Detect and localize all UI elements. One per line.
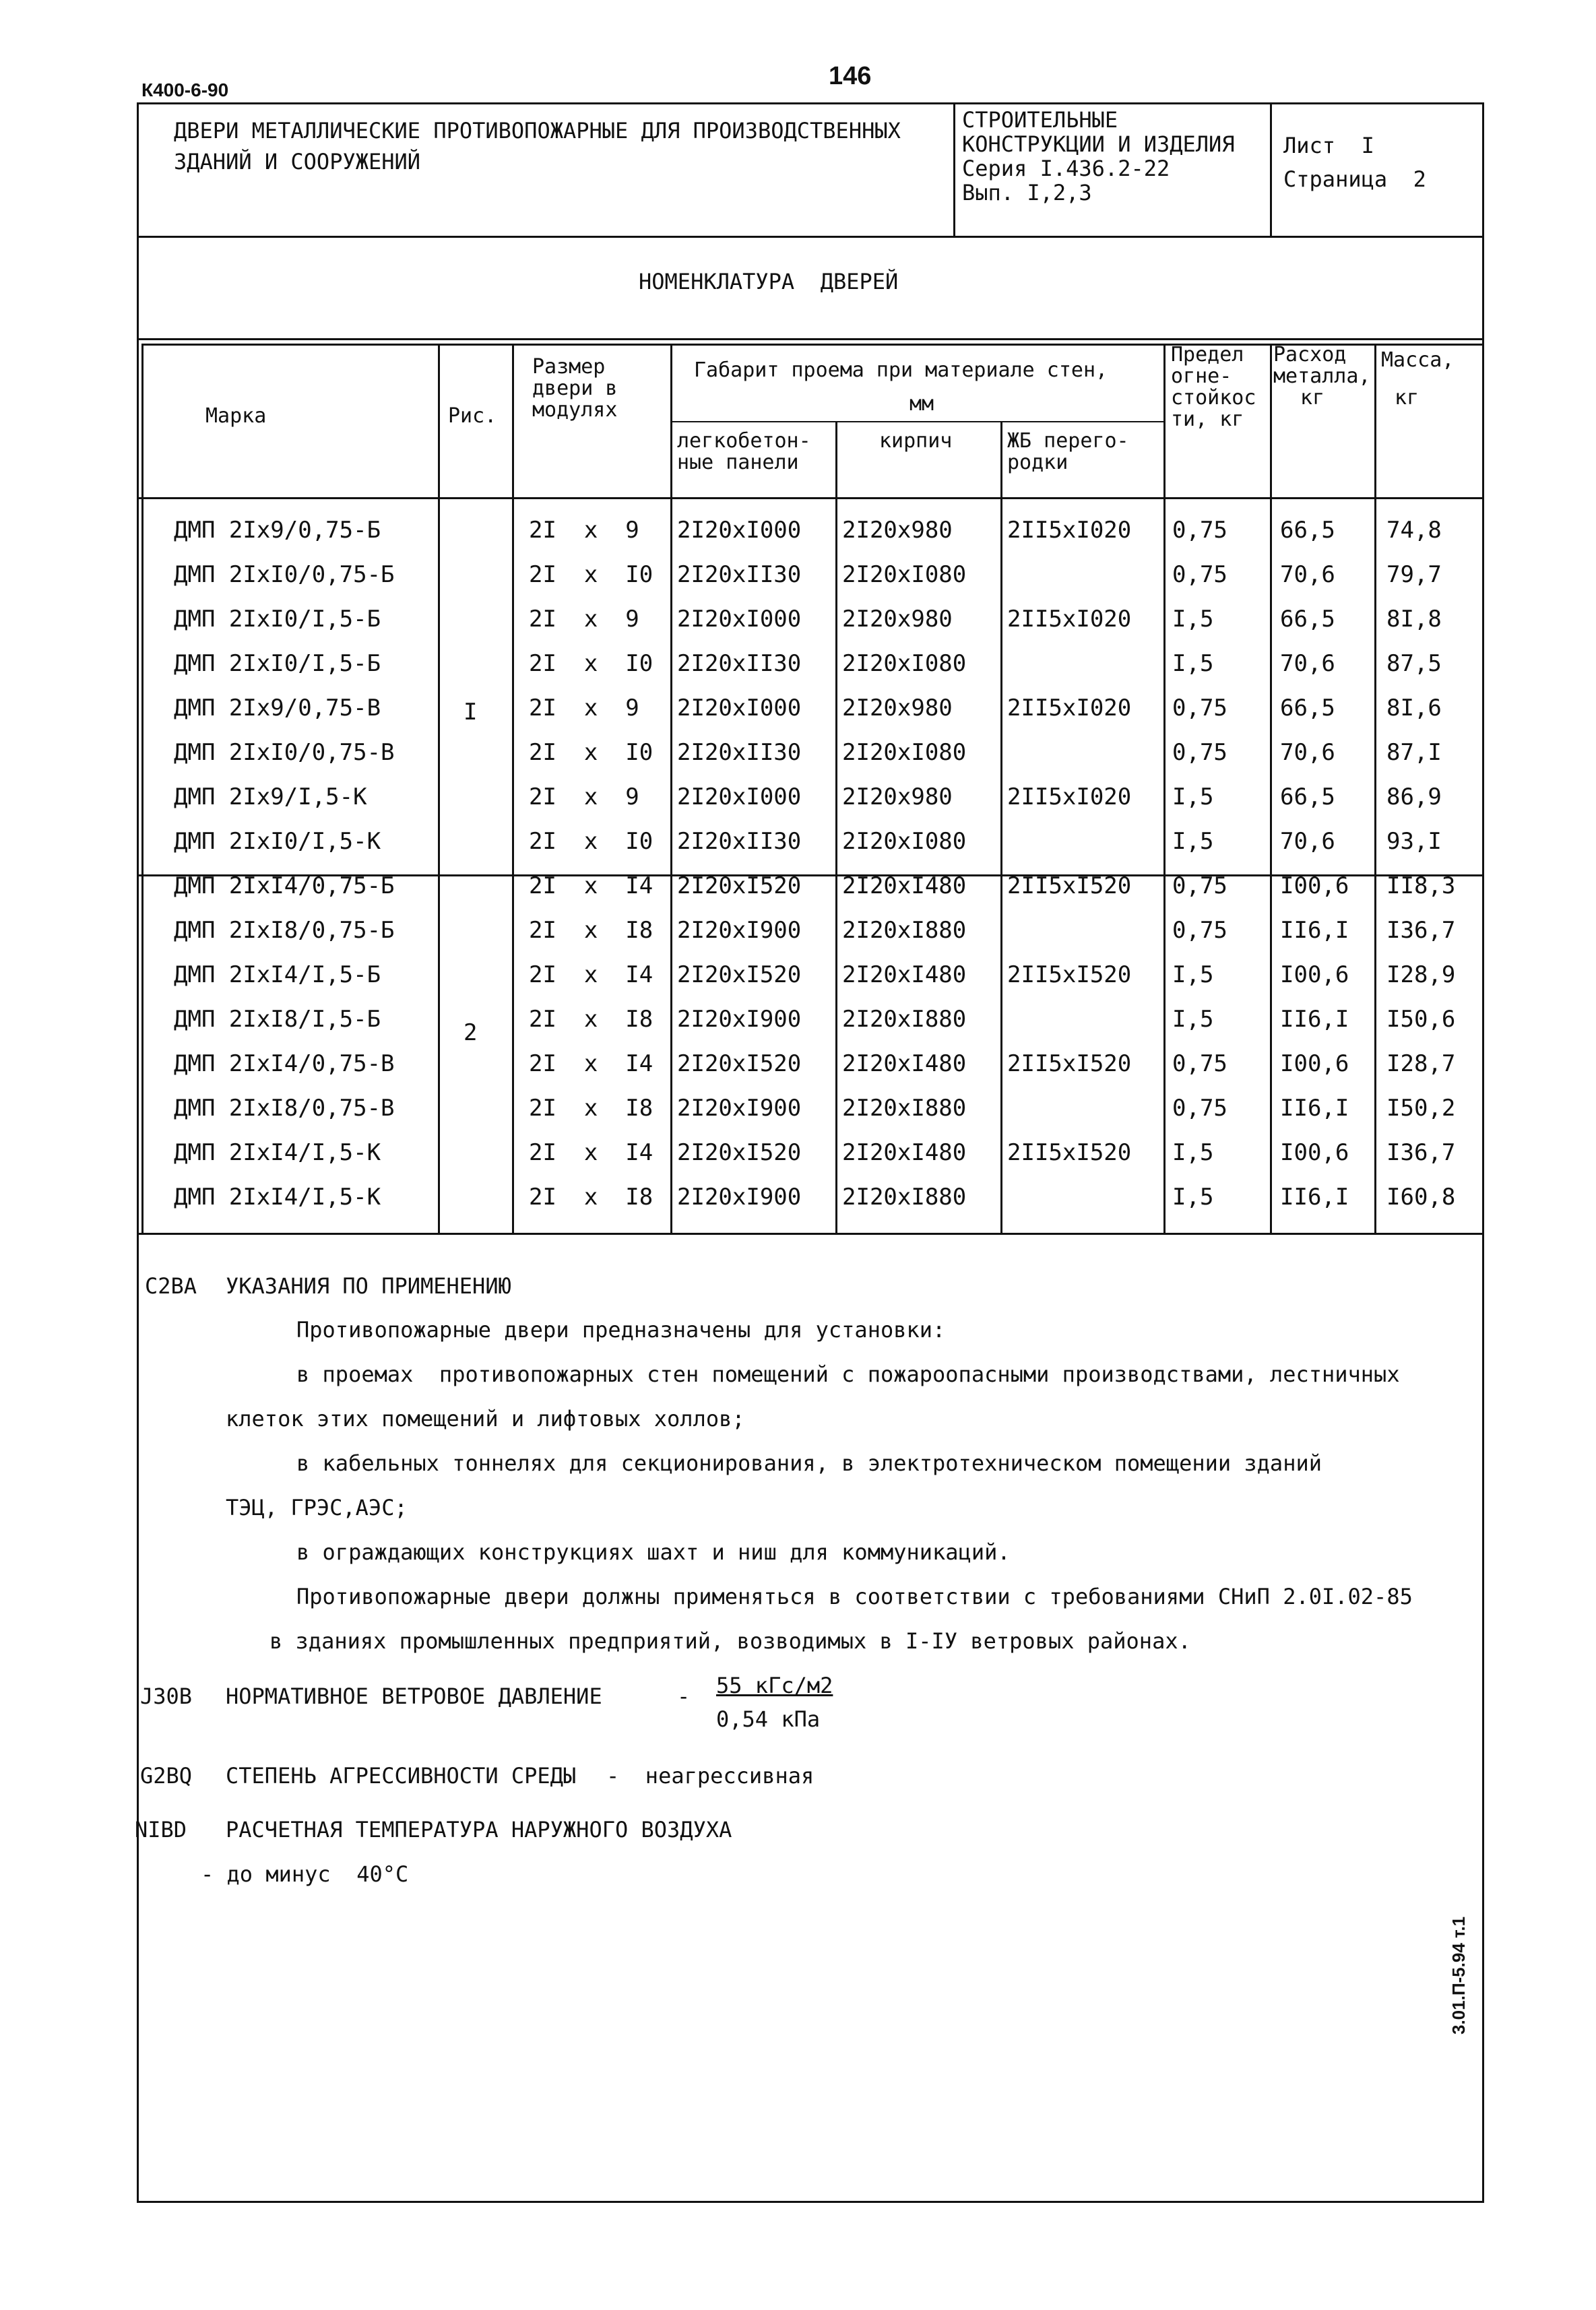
cell-brick: 2I20хI880 <box>842 917 967 944</box>
cell-limit: 0,75 <box>1172 872 1227 899</box>
cell-mass: 93,I <box>1386 828 1442 855</box>
header-size-l1: Размер <box>532 355 606 379</box>
cell-mass: I36,7 <box>1386 1139 1456 1166</box>
cell-size: 2I x 9 <box>529 517 639 544</box>
cell-size: 2I x I0 <box>529 828 653 855</box>
cell-metal: I00,6 <box>1280 961 1349 988</box>
cell-limit: I,5 <box>1172 606 1214 633</box>
wind-pressure-kpa: 0,54 кПа <box>716 1706 821 1732</box>
cell-panel: 2I20хI520 <box>677 961 802 988</box>
header-rc-l1: ЖБ перего- <box>1007 429 1129 453</box>
cell-metal: 66,5 <box>1280 517 1335 544</box>
cell-mass: I28,9 <box>1386 961 1456 988</box>
cell-metal: I00,6 <box>1280 1139 1349 1166</box>
note-value-3: - неагрессивная <box>606 1763 815 1789</box>
header-gabarit-l2: мм <box>909 392 934 416</box>
cell-metal: II6,I <box>1280 1006 1349 1033</box>
header-limit-l3: стойкос <box>1171 386 1256 410</box>
note-p1: Противопожарные двери предназначены для установки: <box>296 1317 946 1343</box>
doc-title-line1: ДВЕРИ МЕТАЛЛИЧЕСКИЕ ПРОТИВОПОЖАРНЫЕ ДЛЯ ПРОИЗВОДСТВЕННЫХ <box>174 118 901 143</box>
cell-marka: ДМП 2IхI0/0,75-В <box>174 739 395 766</box>
cell-panel: 2I20хI000 <box>677 695 802 721</box>
cell-mass: 87,I <box>1386 739 1442 766</box>
header-limit-l2: огне- <box>1171 364 1232 388</box>
cell-mass: 86,9 <box>1386 783 1442 810</box>
cell-marka: ДМП 2IхI4/0,75-В <box>174 1050 395 1077</box>
title-block-divider-1 <box>953 102 955 236</box>
cell-panel: 2I20хI000 <box>677 783 802 810</box>
note-heading-1: УКАЗАНИЯ ПО ПРИМЕНЕНИЮ <box>226 1273 511 1299</box>
note-code-2: J30В <box>140 1683 193 1709</box>
cell-panel: 2I20хI000 <box>677 606 802 633</box>
note-value-4: - до минус 40°С <box>201 1861 409 1887</box>
cell-mass: I50,2 <box>1386 1095 1456 1122</box>
cell-marka: ДМП 2Iх9/0,75-Б <box>174 517 381 544</box>
cell-limit: I,5 <box>1172 828 1214 855</box>
cell-rc: 2II5хI020 <box>1007 517 1132 544</box>
note-p3a: в кабельных тоннелях для секционирования, в электротехническом помещении зданий <box>296 1450 1322 1476</box>
cell-limit: I,5 <box>1172 1139 1214 1166</box>
header-limit-l1: Предел <box>1171 343 1244 366</box>
cell-size: 2I x I0 <box>529 650 653 677</box>
wind-pressure-kgs: 55 кГс/м2 <box>716 1673 833 1698</box>
note-p4: в ограждающих конструкциях шахт и ниш для коммуникаций. <box>296 1539 1011 1565</box>
note-p2a: в проемах противопожарных стен помещений с пожароопасными производствами, лестничных <box>296 1361 1400 1387</box>
cell-panel: 2I20хII30 <box>677 828 802 855</box>
cell-marka: ДМП 2IхI4/0,75-Б <box>174 872 395 899</box>
cell-size: 2I x 9 <box>529 783 639 810</box>
cell-metal: 66,5 <box>1280 783 1335 810</box>
cell-panel: 2I20хII30 <box>677 561 802 588</box>
cell-mass: 87,5 <box>1386 650 1442 677</box>
table-top-rule <box>137 338 1484 340</box>
cell-brick: 2I20хI480 <box>842 872 967 899</box>
header-panel-l2: ные панели <box>677 451 799 474</box>
cell-brick: 2I20хI480 <box>842 961 967 988</box>
cell-metal: 66,5 <box>1280 695 1335 721</box>
cell-panel: 2I20хI520 <box>677 872 802 899</box>
cell-limit: I,5 <box>1172 650 1214 677</box>
cell-size: 2I x I0 <box>529 739 653 766</box>
cell-size: 2I x I8 <box>529 1006 653 1033</box>
page-number: 146 <box>829 62 872 90</box>
cell-marka: ДМП 2IхI8/0,75-В <box>174 1095 395 1122</box>
document-code: К400-6-90 <box>141 79 229 100</box>
side-document-code: 3.01.П-5.94 т.1 <box>1448 1916 1469 2034</box>
cell-mass: 8I,6 <box>1386 695 1442 721</box>
cell-size: 2I x I0 <box>529 561 653 588</box>
cell-marka: ДМП 2IхI4/I,5-К <box>174 1139 381 1166</box>
cell-brick: 2I20хI480 <box>842 1050 967 1077</box>
header-size-l2: двери в <box>532 377 618 400</box>
header-brick: кирпич <box>879 429 953 453</box>
series-line1: СТРОИТЕЛЬНЫЕ <box>962 107 1118 133</box>
header-ris: Рис. <box>448 404 497 428</box>
note-heading-3: СТЕПЕНЬ АГРЕССИВНОСТИ СРЕДЫ <box>226 1763 577 1789</box>
cell-mass: I36,7 <box>1386 917 1456 944</box>
header-mass-l2: кг <box>1395 386 1419 410</box>
cell-metal: 66,5 <box>1280 606 1335 633</box>
series-line4: Вып. I,2,3 <box>962 180 1092 205</box>
cell-panel: 2I20хII30 <box>677 739 802 766</box>
cell-limit: I,5 <box>1172 961 1214 988</box>
cell-brick: 2I20хI080 <box>842 739 967 766</box>
cell-brick: 2I20хI080 <box>842 828 967 855</box>
header-mass-l1: Масса, <box>1381 348 1455 372</box>
cell-mass: II8,3 <box>1386 872 1456 899</box>
cell-rc: 2II5хI520 <box>1007 872 1132 899</box>
cell-limit: I,5 <box>1172 1006 1214 1033</box>
cell-mass: I60,8 <box>1386 1184 1456 1211</box>
cell-mass: 74,8 <box>1386 517 1442 544</box>
note-code-3: G2ВQ <box>140 1763 193 1789</box>
note-code-1: С2ВА <box>145 1273 197 1299</box>
note-p5b: в зданиях промышленных предприятий, возводимых в I-IУ ветровых районах. <box>269 1628 1191 1654</box>
cell-limit: I,5 <box>1172 783 1214 810</box>
cell-mass: I28,7 <box>1386 1050 1456 1077</box>
cell-rc: 2II5хI520 <box>1007 1050 1132 1077</box>
cell-size: 2I x I4 <box>529 961 653 988</box>
col-rule-metal <box>1270 344 1272 1233</box>
cell-marka: ДМП 2IхI4/I,5-Б <box>174 961 381 988</box>
cell-size: 2I x I8 <box>529 1095 653 1122</box>
series-line2: КОНСТРУКЦИИ И ИЗДЕЛИЯ <box>962 131 1235 157</box>
header-marka: Марка <box>205 404 267 428</box>
cell-marka: ДМП 2IхI8/0,75-Б <box>174 917 395 944</box>
cell-brick: 2I20х980 <box>842 783 953 810</box>
cell-panel: 2I20хI520 <box>677 1050 802 1077</box>
cell-size: 2I x I4 <box>529 1050 653 1077</box>
note-heading-2: НОРМАТИВНОЕ ВЕТРОВОЕ ДАВЛЕНИЕ <box>226 1683 602 1709</box>
cell-limit: 0,75 <box>1172 917 1227 944</box>
cell-metal: I00,6 <box>1280 872 1349 899</box>
group1-figure: I <box>464 699 478 726</box>
group2-figure: 2 <box>464 1019 478 1046</box>
cell-marka: ДМП 2IхI0/I,5-Б <box>174 606 381 633</box>
cell-rc: 2II5хI020 <box>1007 606 1132 633</box>
header-gabarit-l1: Габарит проема при материале стен, <box>694 358 1108 382</box>
cell-metal: 70,6 <box>1280 650 1335 677</box>
header-size-l3: модулях <box>532 398 618 422</box>
cell-limit: 0,75 <box>1172 1095 1227 1122</box>
cell-brick: 2I20хI080 <box>842 650 967 677</box>
cell-metal: 70,6 <box>1280 739 1335 766</box>
cell-marka: ДМП 2IхI0/I,5-Б <box>174 650 381 677</box>
cell-size: 2I x I4 <box>529 1139 653 1166</box>
cell-mass: I50,6 <box>1386 1006 1456 1033</box>
cell-marka: ДМП 2IхI8/I,5-Б <box>174 1006 381 1033</box>
note-dash-2: - <box>677 1683 691 1709</box>
header-limit-l4: ти, кг <box>1171 408 1244 431</box>
cell-limit: 0,75 <box>1172 1050 1227 1077</box>
page-label: Страница 2 <box>1283 166 1426 192</box>
cell-panel: 2I20хI900 <box>677 1006 802 1033</box>
cell-panel: 2I20хI900 <box>677 1095 802 1122</box>
doc-title-line2: ЗДАНИЙ И СООРУЖЕНИЙ <box>174 149 421 174</box>
cell-metal: II6,I <box>1280 1184 1349 1211</box>
cell-brick: 2I20хI880 <box>842 1006 967 1033</box>
header-metal-l3: кг <box>1300 386 1325 410</box>
table-head-bottom <box>137 497 1484 499</box>
col-rule-limit <box>1163 344 1166 1233</box>
cell-brick: 2I20хI080 <box>842 561 967 588</box>
title-block-bottom-rule <box>137 236 1484 238</box>
cell-marka: ДМП 2Iх9/0,75-В <box>174 695 381 721</box>
cell-metal: 70,6 <box>1280 561 1335 588</box>
cell-limit: 0,75 <box>1172 517 1227 544</box>
cell-marka: ДМП 2IхI4/I,5-К <box>174 1184 381 1211</box>
cell-size: 2I x 9 <box>529 695 639 721</box>
note-heading-4: РАСЧЕТНАЯ ТЕМПЕРАТУРА НАРУЖНОГО ВОЗДУХА <box>226 1817 732 1842</box>
cell-size: 2I x I8 <box>529 917 653 944</box>
table-left-rule <box>141 344 143 1233</box>
cell-marka: ДМП 2IхI0/I,5-К <box>174 828 381 855</box>
note-p3b: ТЭЦ, ГРЭС,АЭС; <box>226 1495 408 1520</box>
cell-brick: 2I20хI880 <box>842 1095 967 1122</box>
cell-metal: I00,6 <box>1280 1050 1349 1077</box>
section-title: НОМЕНКЛАТУРА ДВЕРЕЙ <box>639 269 899 294</box>
cell-limit: 0,75 <box>1172 739 1227 766</box>
cell-rc: 2II5хI520 <box>1007 961 1132 988</box>
title-block-divider-2 <box>1270 102 1272 236</box>
cell-size: 2I x I4 <box>529 872 653 899</box>
header-metal-l2: металла, <box>1273 364 1371 388</box>
cell-rc: 2II5хI520 <box>1007 1139 1132 1166</box>
cell-panel: 2I20хII30 <box>677 650 802 677</box>
col-rule-rc <box>1000 421 1002 1233</box>
cell-mass: 79,7 <box>1386 561 1442 588</box>
cell-panel: 2I20хI900 <box>677 1184 802 1211</box>
series-line3: Серия I.436.2-22 <box>962 156 1170 181</box>
cell-brick: 2I20хI880 <box>842 1184 967 1211</box>
col-rule-ris <box>438 344 440 1233</box>
note-p5a: Противопожарные двери должны применяться в соответствии с требованиями СНиП 2.0I.02-85 <box>296 1584 1413 1609</box>
cell-brick: 2I20х980 <box>842 606 953 633</box>
cell-limit: 0,75 <box>1172 561 1227 588</box>
cell-limit: I,5 <box>1172 1184 1214 1211</box>
sheet-label: Лист I <box>1283 133 1374 158</box>
table-bottom-rule <box>137 1233 1484 1235</box>
cell-metal: II6,I <box>1280 917 1349 944</box>
cell-rc: 2II5хI020 <box>1007 783 1132 810</box>
cell-rc: 2II5хI020 <box>1007 695 1132 721</box>
cell-panel: 2I20хI520 <box>677 1139 802 1166</box>
col-rule-mass <box>1374 344 1376 1233</box>
cell-metal: 70,6 <box>1280 828 1335 855</box>
cell-size: 2I x 9 <box>529 606 639 633</box>
cell-panel: 2I20хI900 <box>677 917 802 944</box>
note-p2b: клеток этих помещений и лифтовых холлов; <box>226 1406 745 1432</box>
cell-marka: ДМП 2Iх9/I,5-К <box>174 783 367 810</box>
gabarit-sub-rule <box>670 421 1163 422</box>
cell-brick: 2I20х980 <box>842 695 953 721</box>
cell-brick: 2I20х980 <box>842 517 953 544</box>
col-rule-brick <box>835 421 837 1233</box>
cell-metal: II6,I <box>1280 1095 1349 1122</box>
col-rule-size <box>512 344 514 1233</box>
col-rule-gabarit <box>670 344 672 1233</box>
cell-panel: 2I20хI000 <box>677 517 802 544</box>
cell-mass: 8I,8 <box>1386 606 1442 633</box>
cell-limit: 0,75 <box>1172 695 1227 721</box>
cell-marka: ДМП 2IхI0/0,75-Б <box>174 561 395 588</box>
cell-brick: 2I20хI480 <box>842 1139 967 1166</box>
note-code-4: NIВD <box>135 1817 187 1842</box>
header-panel-l1: легкобетон- <box>677 429 811 453</box>
header-rc-l2: родки <box>1007 451 1068 474</box>
header-metal-l1: Расход <box>1273 343 1347 366</box>
cell-size: 2I x I8 <box>529 1184 653 1211</box>
